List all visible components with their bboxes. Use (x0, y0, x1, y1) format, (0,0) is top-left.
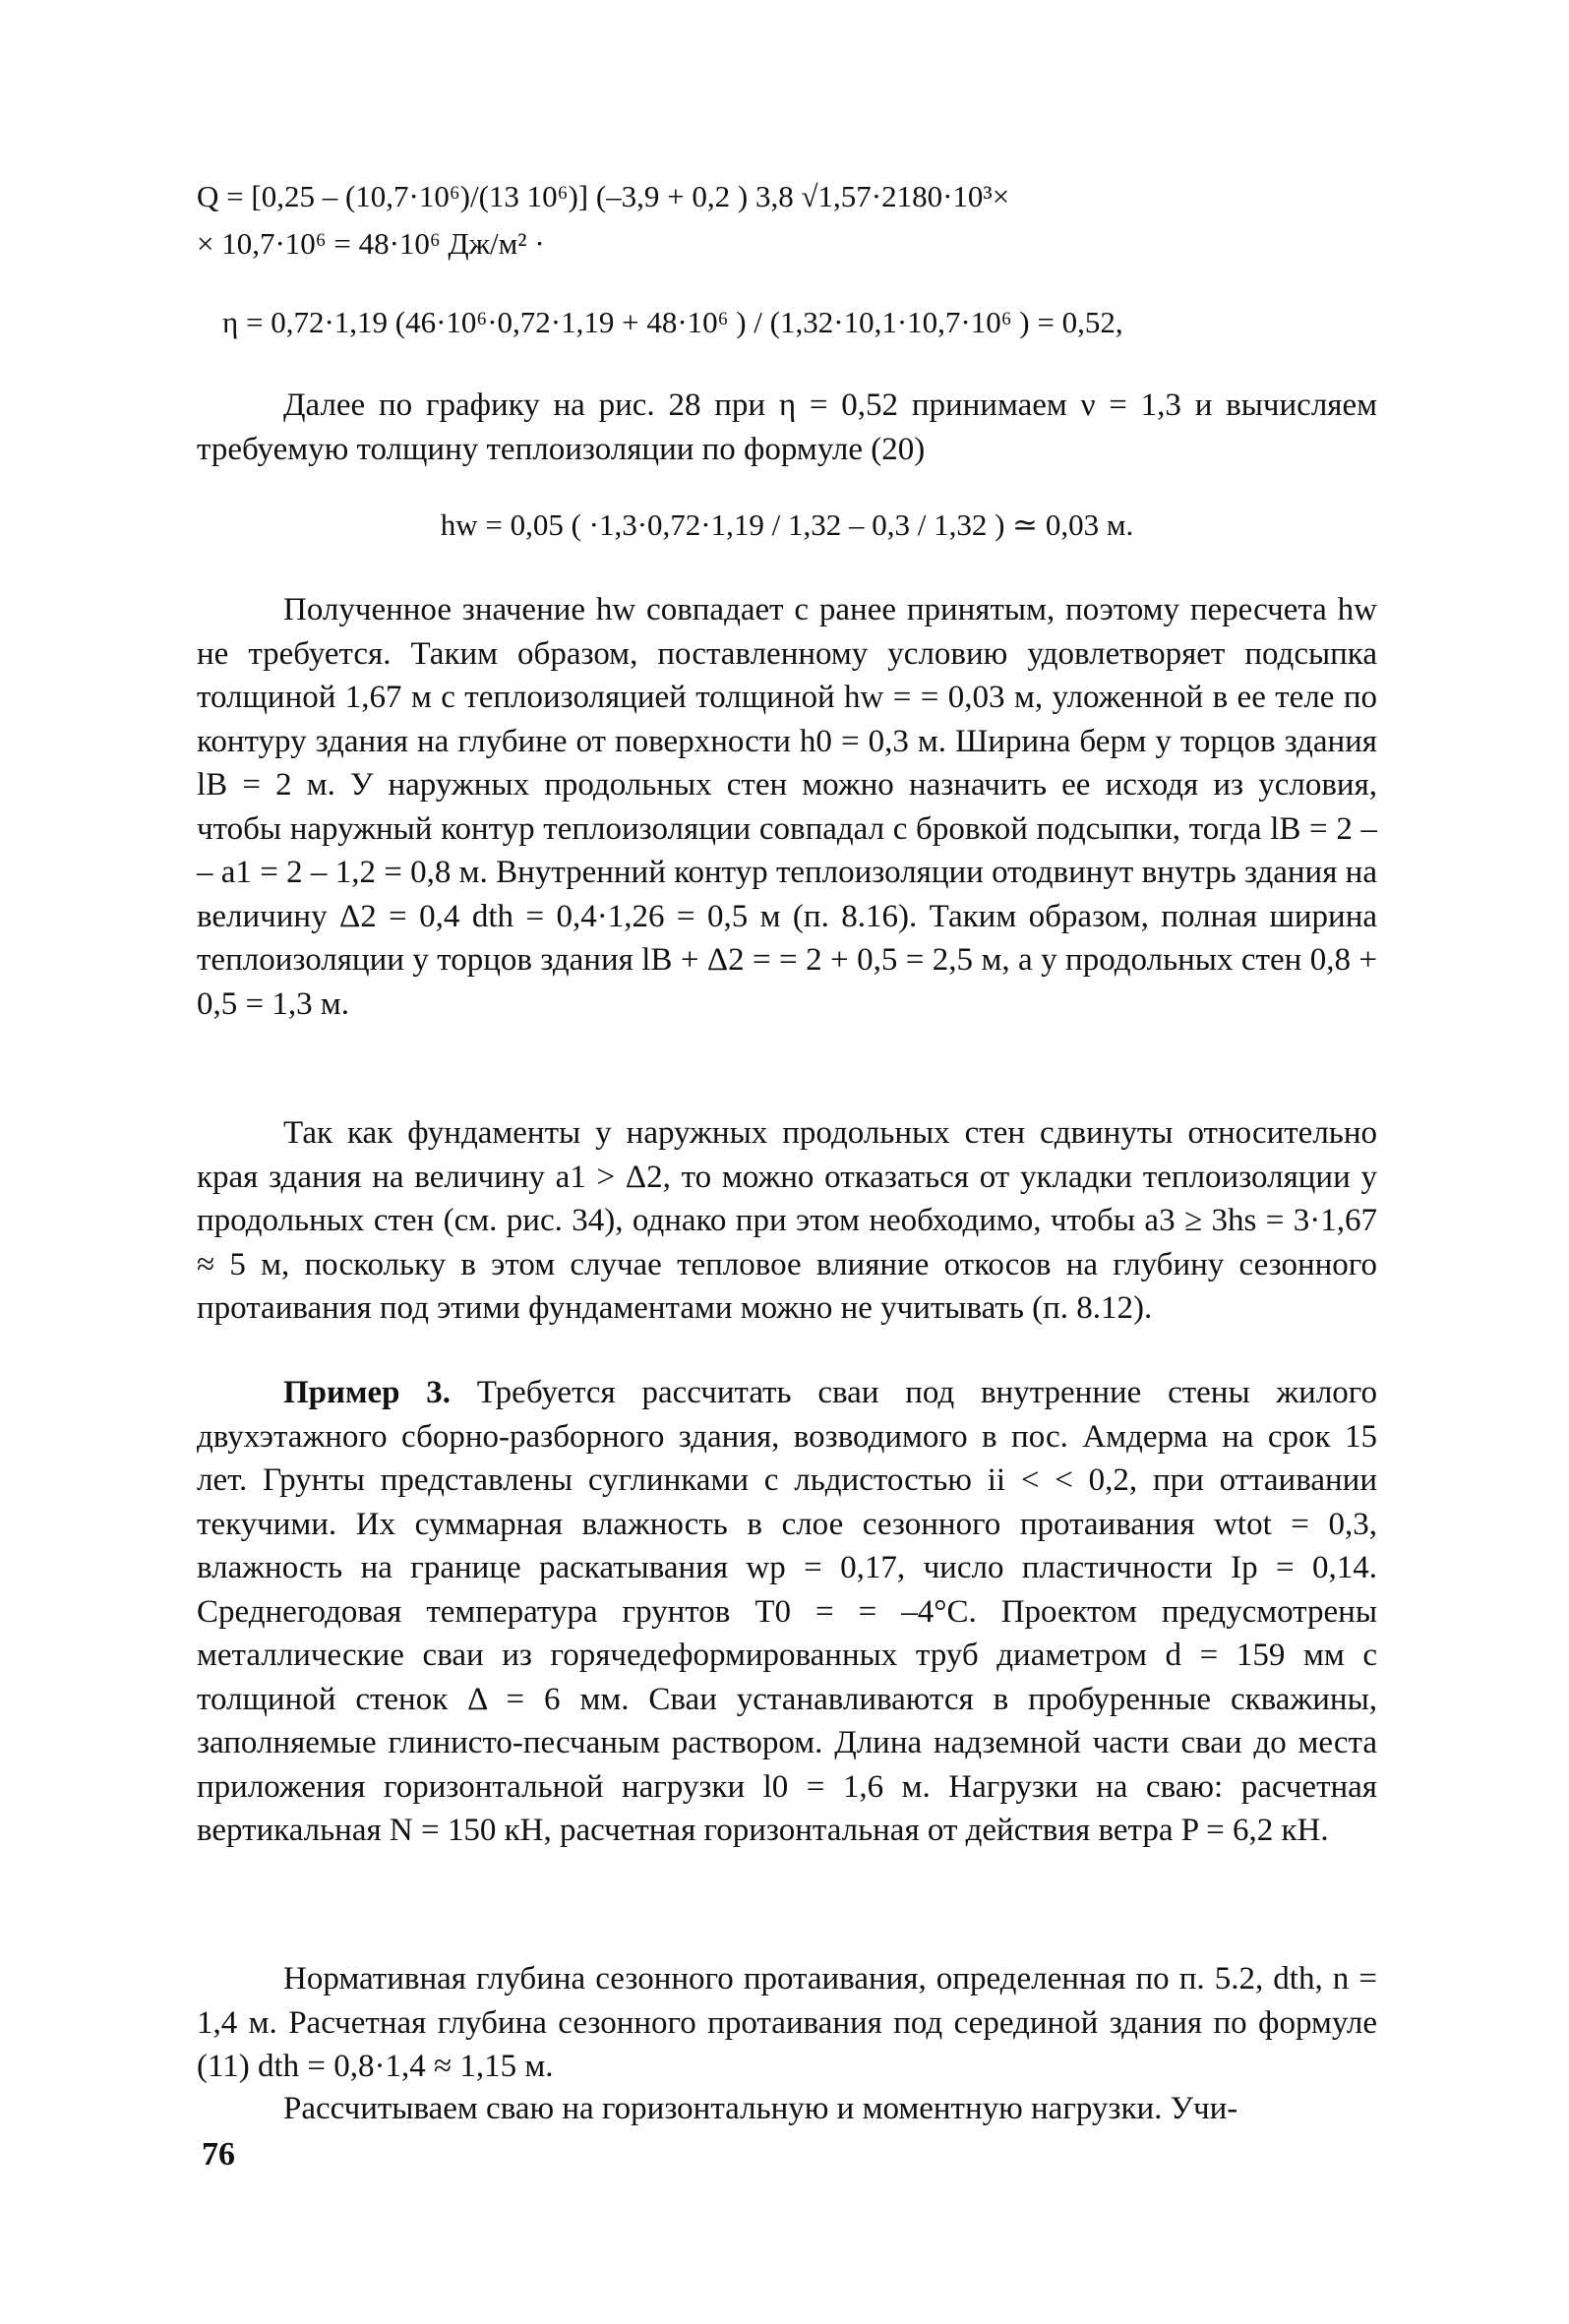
formula-q-line2: × 10,7·10⁶ = 48·10⁶ Дж/м² · (197, 226, 545, 261)
paragraph-pile-calculation: Рассчитываем сваю на горизонтальную и моментную нагрузки. Учи- (283, 2091, 1238, 2126)
paragraph-example-3 (197, 1371, 1377, 1853)
formula-eta: η = 0,72·1,19 (46·10⁶·0,72·1,19 + 48·10⁶ ) / (1,32·10,1·10,7·10⁶ ) = 0,52, (222, 305, 1123, 339)
paragraph-insulation-result: Полученное значение hw совпадает с ранее принятым, поэтому пересчета hw не требуется. Таким образом, поставленному условию удовлетворяет подсыпка толщиной 1,67 м с теплоизоляцией толщиной hw = = 0,03 м, уложенной в ее теле по контуру здания на глубине от поверхности h0 = 0,3 м. Ширина берм у торцов здания lB = 2 м. У наружных продольных стен можно назначить ее исходя из условия, чтобы наружный контур теплоизоляции совпадал с бровкой подсыпки, тогда lB = 2 – – a1 = 2 – 1,2 = 0,8 м. Внутренний контур теплоизоляции отодвинут внутрь здания на величину Δ2 = 0,4 dth = 0,4·1,26 = 0,5 м (п. 8.16). Таким образом, полная ширина теплоизоляции у торцов здания lB + Δ2 = = 2 + 0,5 = 2,5 м, а у продольных стен 0,8 + 0,5 = 1,3 м. (197, 592, 1377, 1022)
paragraph-thaw-depth: Нормативная глубина сезонного протаивания, определенная по п. 5.2, dth, n = 1,4 м. Расчетная глубина сезонного протаивания под серединой здания по формуле (11) dth = 0,8·1,4 ≈ 1,15 м. (197, 1961, 1377, 2084)
example-3-heading: Пример 3. (283, 1375, 452, 1410)
paragraph-graph-reference: Далее по графику на рис. 28 при η = 0,52 принимаем ν = 1,3 и вычисляем требуемую толщину теплоизоляции по формуле (20) (197, 387, 1377, 467)
paragraph-foundations: Так как фундаменты у наружных продольных стен сдвинуты относительно края здания на величину a1 > Δ2, то можно отказаться от укладки теплоизоляции у продольных стен (см. рис. 34), однако при этом необходимо, чтобы a3 ≥ 3hs = 3·1,67 ≈ 5 м, поскольку в этом случае тепловое влияние откосов на глубину сезонного протаивания под этими фундаментами можно не учитывать (п. 8.12). (197, 1115, 1377, 1326)
example-3-body: Требуется рассчитать сваи под внутренние стены жилого двухэтажного сборно-разборного здания, возводимого в пос. Амдерма на срок 15 лет. Грунты представлены суглинками с льдистостью ii < < 0,2, при оттаивании текучими. Их суммарная влажность в слое сезонного протаивания wtot = 0,3, влажность на границе раскатывания wp = 0,17, число пластичности Ip = 0,14. Среднегодовая температура грунтов T0 = = –4°C. Проектом предусмотрены металлические сваи из горячедеформированных труб диаметром d = 159 мм с толщиной стенок Δ = 6 мм. Сваи устанавливаются в пробуренные скважины, заполняемые глинисто-песчаным раствором. Длина надземной части сваи до места приложения горизонтальной нагрузки l0 = 1,6 м. Нагрузки на сваю: расчетная вертикальная N = 150 кН, расчетная горизонтальная от действия ветра P = 6,2 кН. (197, 1375, 1378, 1848)
formula-hw: hw = 0,05 ( ·1,3·0,72·1,19 / 1,32 – 0,3 / 1,32 ) ≃ 0,03 м. (440, 507, 1134, 542)
formula-q-line1: Q = [0,25 – (10,7·10⁶)/(13 10⁶)] (–3,9 + 0,2 ) 3,8 √1,57·2180·10³× (197, 179, 1010, 213)
page-number: 76 (202, 2136, 235, 2173)
